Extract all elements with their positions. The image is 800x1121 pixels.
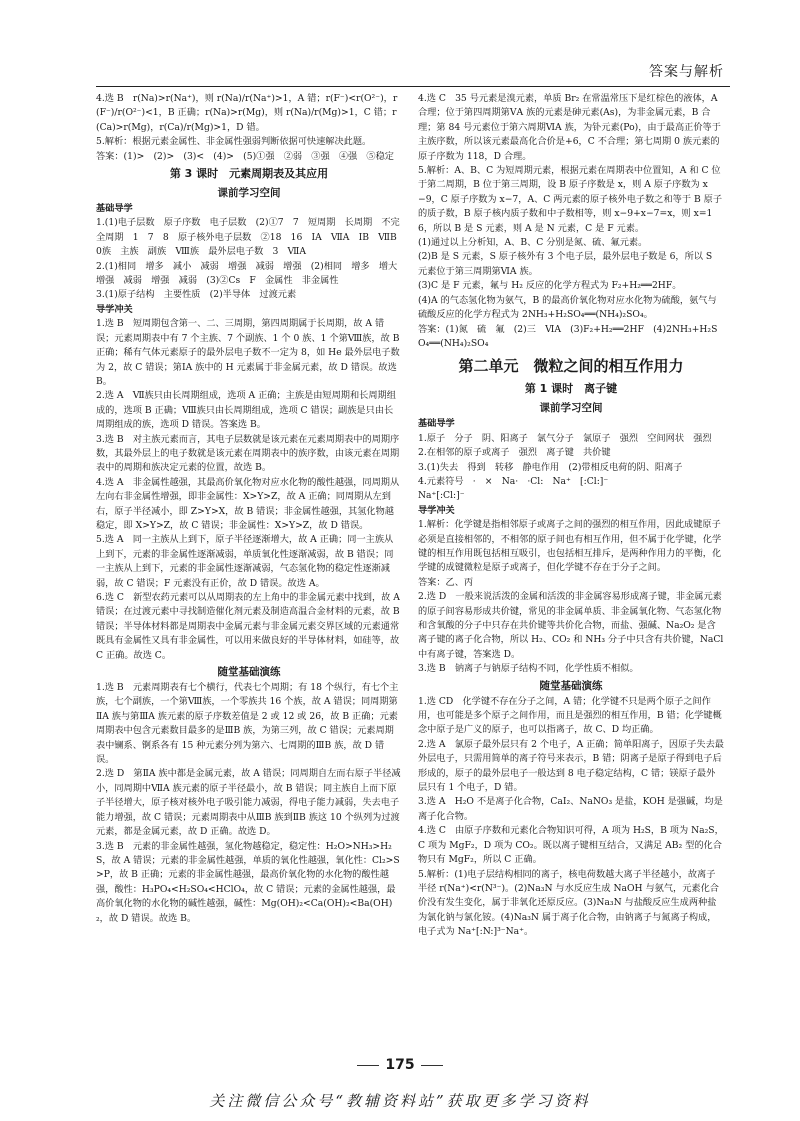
section-heading: 随堂基础演练: [539, 679, 603, 692]
paragraph: 2.选 D 一般来说活泼的金属和活泼的非金属容易形成离子键，非金属元素的原子间容易形成共价键，常见的非金属单质、非金属氧化物、气态氢化物和含氧酸的分子中只存在共价键等共价化合物，而盐、强碱、Na₂O₂ 是含离子键的离子化合物，所以 H₂、CO₂ 和 NH₃ 分子中只含有共价键，NaCl 中有离子键，答案选 D。: [418, 591, 727, 660]
subheading: 导学冲关: [96, 303, 133, 315]
paragraph: 3.(1)原子结构 主要性质 (2)半导体 过渡元素: [96, 289, 297, 301]
paragraph: 3.选 A H₂O 不是离子化合物，CaI₂、NaNO₃ 是盐，KOH 是强碱，均是离子化合物。: [418, 796, 723, 822]
paragraph: 2.(1)相同 增多 减小 减弱 增强 减弱 增强 (2)相同 增多 增大 增强 减弱 增强 减弱 (3)②Cs F 金属性 非金属性: [96, 260, 407, 287]
paragraph: 3.选 B 元素的非金属性越强，氢化物越稳定，稳定性：H₂O>NH₃>H₂S，故 A 错误；元素的非金属性越强，单质的氧化性越强，氧化性：Cl₂>S>P，故 B 正确；元素的非金属性越强，最高价氧化物的水化物的酸性越强，酸性：H₃PO₄<H₂SO₄<HClO₄，故 C 错误；元素的金属性越强，最高价氧化物的水化物的碱性越强，碱性：Mg(OH)₂<Ca(OH)₂<Ba(OH)₂，故 D 错误。故选 B。: [96, 840, 400, 924]
paragraph: 5.解析：根据元素金属性、非金属性强弱判断依据可快速解决此题。: [96, 136, 372, 148]
paragraph: 6.选 C 新型农药元素可以从周期表的左上角中的非金属元素中找到，故 A 错误；在过渡元素中寻找制造催化剂元素及制造高温合金材料的元素，故 B 错误；半导体材料都是周期表中金属元素与非金属元素交界区域的元素通常既具有金属性又具有非金属性，可以用来做良好的半导体材料，如硅等，故 C 正确。故选 C。: [96, 592, 403, 661]
paragraph: 3.选 B 钠离子与钠原子结构不同，化学性质不相似。: [418, 663, 639, 675]
paragraph: 1.原子 分子 阴、阳离子 氯气分子 氯原子 强烈 空间网状 强烈: [418, 432, 712, 444]
paragraph: 4.元素符号 · × Na· ·Cl: Na⁺ [:Cl:]⁻: [418, 475, 609, 487]
paragraph: (1)通过以上分析知，A、B、C 分别是氮、硫、氟元素。: [418, 237, 648, 249]
paragraph: 3.选 B 对主族元素而言，其电子层数就是该元素在元素周期表中的周期序数，其最外层上的电子数就是该元素在周期表中的族序数，由该元素在周期表中的周期和族决定元素的位置，故选 B。: [96, 433, 400, 474]
lesson-heading: 第 1 课时 离子键: [524, 382, 618, 396]
paragraph: 5.选 A 同一主族从上到下，原子半径逐渐增大，故 A 正确；同一主族从上到下，元素的非金属性逐渐减弱，单质氧化性逐渐减弱，故 B 错误；同一主族从上到下，元素的非金属性逐渐减弱，气态氢化物的稳定性逐渐减弱，故 C 错误；F 元素没有正价，故 D 错误。故选 A。: [96, 534, 394, 589]
answer: 答案：(1)> (2)> (3)< (4)> (5)①强 ②弱 ③强 ④强 ⑤稳定: [96, 150, 394, 162]
paragraph: 1.选 B 元素周期表有七个横行，代表七个周期；有 18 个纵行，有七个主族，七个副族，一个第Ⅷ族，一个零族共 16 个族，故 A 错误；同周期第ⅡA 族与第ⅢA 族元素的原子序数差值是 2 或 12 或 26，故 B 正确；元素周期表中包含元素数目最多的是ⅢB 族，为第三列，故 C 错误；元素周期表中镧系、锕系各有 15 种元素分列为第六、七周期的ⅢB 族，故 D 错误。: [96, 682, 399, 766]
paragraph: 3.(1)失去 得到 转移 静电作用 (2)带相反电荷的阴、阳离子: [418, 461, 683, 473]
footer-note: 关注微信公众号“教辅资料站”获取更多学习资料: [209, 1092, 591, 1110]
section-heading: 随堂基础演练: [217, 666, 281, 679]
paragraph: 1.选 CD 化学键不存在分子之间，A 错；化学键不只是两个原子之间作用，也可能是多个原子之间作用，而且是强烈的相互作用，B 错；化学键概念中原子是广义的原子，也可以指离子，故 C、D 均正确。: [418, 695, 722, 736]
paragraph: 2.选 D 第ⅡA 族中都是金属元素，故 A 错误；同周期自左而右原子半径减小，同周期中ⅦA 族元素的原子半径最小，故 B 错误；同主族自上而下原子半径增大，原子核对核外电子吸引能力减弱，得电子能力减弱，失去电子能力增强，故 C 错误；元素周期表中从ⅢB 族到ⅡB 族这 10 个纵列为过渡元素，都是金属元素，故 D 正确。故选 D。: [96, 768, 401, 838]
paragraph: 4.选 C 35 号元素是溴元素，单质 Br₂ 在常温常压下是红棕色的液体，A 合理；位于第四周期第ⅤA 族的元素是砷元素(As)，为非金属元素，B 合理；第 84 号元素位于第六周期ⅥA 族，为钋元素(Po)，由于最高正价等于主族序数，所以该元素最高化合价是+6，C 不合理；第七周期 0 族元素的原子序数为 118，D 合理。: [418, 93, 721, 162]
paragraph: 2.选 A Ⅶ族只由长周期组成，选项 A 正确；主族是由短周期和长周期组成的，选项 B 正确；Ⅷ族只由长周期组成，选项 C 错误；副族是只由长周期组成的族，选项 D 错误。答案选 B。: [96, 390, 396, 431]
answer: 答案：乙、丙: [418, 576, 474, 588]
paragraph: Na⁺[:Cl:]⁻: [418, 490, 465, 502]
section-heading: 课前学习空间: [217, 187, 281, 200]
paragraph: (3)C 是 F 元素，氟与 H₂ 反应的化学方程式为 F₂+H₂══2HF。: [418, 280, 682, 292]
section-heading: 课前学习空间: [539, 402, 603, 415]
paragraph: 4.选 B r(Na)>r(Na⁺)，则 r(Na)/r(Na⁺)>1，A 错；r(F⁻)<r(O²⁻)，r(F⁻)/r(O²⁻)<1，B 正确；r(Na)>r(Mg)，则 r(Na)/r(Mg)>1，C 错；r(Ca)>r(Mg)，r(Ca)/r(Mg)>1，D 错。: [96, 93, 398, 133]
page-number: [0, 1057, 800, 1073]
subheading: 导学冲关: [418, 504, 455, 516]
answer: 答案：(1)氮 硫 氟 (2)三 ⅥA (3)F₂+H₂══2HF (4)2NH₃+H₂SO₄══(NH₄)₂SO₄: [418, 323, 718, 349]
header-title: 答案与解析: [649, 64, 724, 80]
subheading: 基础导学: [96, 203, 133, 215]
divider: [357, 1065, 379, 1066]
paragraph: (4)A 的气态氢化物为氨气，B 的最高价氧化物对应水化物为硫酸，氨气与硫酸反应的化学方程式为 2NH₃+H₂SO₄══(NH₄)₂SO₄。: [418, 294, 717, 321]
subheading: 基础导学: [418, 418, 455, 430]
paragraph: 1.(1)电子层数 原子序数 电子层数 (2)①7 7 短周期 长周期 不完全周期 1 7 8 原子核外电子层数 ②18 16 ⅠA ⅦA ⅠB ⅦB 0族 主族 副族 Ⅷ族 最外层电子数 3 ⅦA: [96, 217, 406, 258]
paragraph: 4.选 A 非金属性越强，其最高价氧化物对应水化物的酸性越强，同周期从左向右非金属性增强，即非金属性：X>Y>Z，故 A 正确；同周期从左到右，原子半径减小，即 Z>Y>X，故 B 错误；非金属性越强，其氢化物越稳定，即 X>Y>Z，故 C 错误；非金属性：X>Y>Z，故 D 错误。: [96, 476, 400, 531]
right-column: [418, 92, 727, 940]
unit-heading: 第二单元 微粒之间的相互作用力: [458, 357, 684, 376]
paragraph: 5.解析：(1)电子层结构相同的离子，核电荷数越大离子半径越小，故离子半径 r(Na⁺)<r(N³⁻)。(2)Na₃N 与水反应生成 NaOH 与氨气，元素化合价没有发生变化，属于非氧化还原反应。(3)Na₃N 与盐酸反应生成两种盐为氯化钠与氯化铵。(4)Na₃N 属于离子化合物，由钠离子与氮离子构成，电子式为 Na⁺[:N:]³⁻Na⁺。: [418, 868, 719, 938]
paragraph: 4.选 C 由原子序数和元素化合物知识可得，A 项为 H₂S，B 项为 Na₂S，C 项为 MgF₂，D 项为 CO₂。既以离子键相互结合，又满足 AB₂ 型的化合物只有 MgF₂，所以 C 正确。: [418, 825, 724, 866]
lesson-heading: 第 3 课时 元素周期表及其应用: [169, 167, 329, 181]
paragraph: 1.解析：化学键是指相邻原子或离子之间的强烈的相互作用，因此成键原子必须是直接相邻的，不相邻的原子间也有相互作用，但不属于化学键，化学键的相互作用既包括相互吸引，也包括相互排斥，是两种作用力的平衡，化学键的成键微粒是原子或离子，但化学键不存在于分子之间。: [418, 519, 722, 574]
paragraph: 1.选 B 短周期包含第一、二、三周期，第四周期属于长周期，故 A 错误；元素周期表中有 7 个主族、7 个副族、1 个 0 族、1 个第Ⅷ族，故 B 正确；稀有气体元素原子的最外层电子数不一定为 8，如 He 最外层电子数为 2，故 C 错误；第ⅠA 族中的 H 元素属于非金属元素，故 D 错误。故选 B。: [96, 318, 403, 387]
paragraph: 2.选 A 氯原子最外层只有 2 个电子，A 正确；简单阳离子，因原子失去最外层电子，只需用简单的离子符号来表示，B 错；阴离子是原子得到电子后形成的，原子的最外层电子一般达到 8 电子稳定结构，C 错；镁原子最外层只有 1 个电子，D 错。: [418, 738, 724, 794]
page-header: [96, 52, 730, 87]
paragraph: 5.解析：A、B、C 为短周期元素，根据元素在周期表中位置知，A 和 C 位于第二周期，B 位于第三周期，设 B 原子序数是 x，则 A 原子序数为 x−9，C 原子序数为 x−7，A、C 两元素的原子核外电子数之和等于 B 原子的质子数，B 原子核内质子数和中子数相等，则 x−9+x−7=x，则 x=16，所以 B 是 S 元素，则 A 是 N 元素，C 是 F 元素。: [418, 165, 723, 234]
page-number-text: 175: [385, 1057, 415, 1073]
left-column: [96, 92, 407, 926]
divider: [421, 1065, 443, 1066]
paragraph: (2)B 是 S 元素，S 原子核外有 3 个电子层，最外层电子数是 6，所以 S 元素位于第三周期第ⅥA 族。: [418, 251, 716, 277]
paragraph: 2.在相邻的原子或离子 强烈 离子键 共价键: [418, 447, 611, 459]
